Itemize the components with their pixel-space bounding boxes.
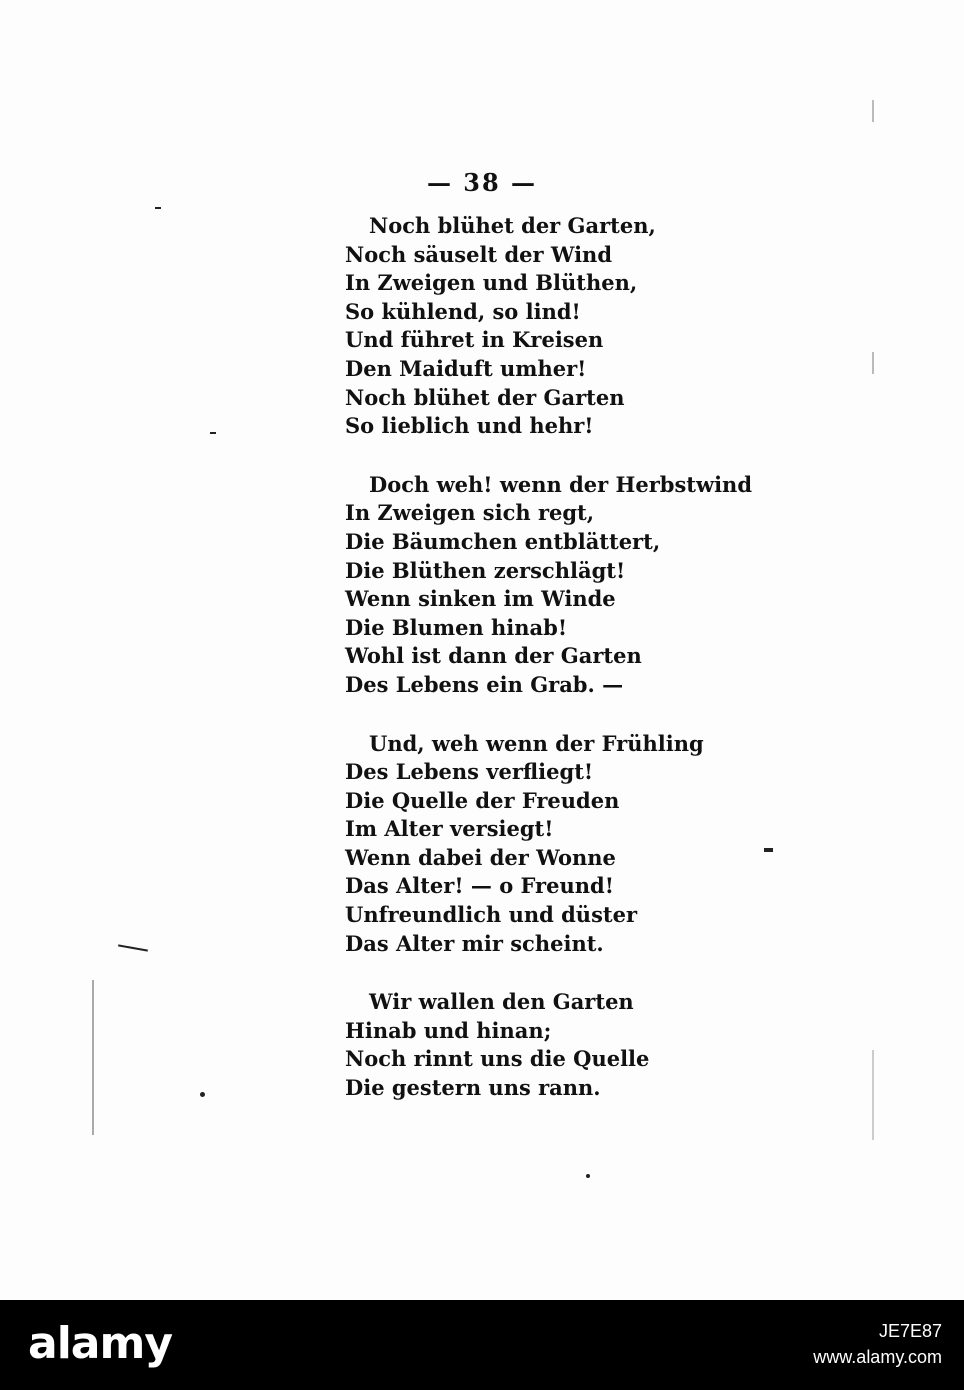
- poem-line: Wenn dabei der Wonne: [345, 844, 616, 870]
- poem-line: So kühlend, so lind!: [345, 298, 581, 324]
- poem-line: Wohl ist dann der Garten: [345, 643, 642, 669]
- poem-line: Wenn sinken im Winde: [345, 586, 616, 612]
- stanza-4: [345, 988, 752, 1102]
- scan-speck: [764, 848, 773, 852]
- poem-line: Noch blühet der Garten: [345, 384, 625, 410]
- poem-line: Des Lebens verfliegt!: [345, 759, 594, 785]
- poem-line: Die Bäumchen entblättert,: [345, 528, 661, 554]
- poem-line: Im Alter versiegt!: [345, 816, 554, 842]
- poem-line: In Zweigen sich regt,: [345, 500, 595, 526]
- stock-photo-footer: [0, 1300, 964, 1390]
- scan-speck: [872, 1050, 874, 1140]
- poem-line: Und, weh wenn der Frühling: [369, 730, 704, 756]
- poem-line: Noch blühet der Garten,: [369, 213, 656, 238]
- poem-line: Des Lebens ein Grab. —: [345, 671, 624, 697]
- stanza-3: [345, 730, 752, 959]
- poem-line: Und führet in Kreisen: [345, 327, 604, 353]
- poem-line: Das Alter! — o Freund!: [345, 873, 614, 899]
- poem-line: In Zweigen und Blüthen,: [345, 270, 638, 296]
- poem-line: Unfreundlich und düster: [345, 902, 638, 928]
- poem-line: Das Alter mir scheint.: [345, 930, 604, 956]
- poem-line: Doch weh! wenn der Herbstwind: [369, 471, 753, 497]
- scan-speck: [200, 1092, 205, 1097]
- poem: [345, 212, 752, 1133]
- poem-line: Den Maiduft umher!: [345, 355, 587, 381]
- scan-speck: [155, 207, 161, 209]
- scan-speck: [872, 352, 874, 374]
- scan-speck: [118, 944, 148, 951]
- scan-speck: [92, 980, 94, 1135]
- poem-line: Die Blüthen zerschlägt!: [345, 557, 626, 583]
- poem-line: Die gestern uns rann.: [345, 1075, 601, 1101]
- page-number: — 38 —: [426, 168, 538, 197]
- site-url: www.alamy.com: [813, 1347, 942, 1367]
- poem-line: Die Quelle der Freuden: [345, 787, 620, 813]
- scan-speck: [586, 1174, 590, 1178]
- poem-line: Hinab und hinan;: [345, 1017, 552, 1043]
- poem-line: Noch rinnt uns die Quelle: [345, 1046, 650, 1072]
- scan-speck: [872, 100, 874, 122]
- alamy-logo: alamy: [28, 1318, 172, 1369]
- poem-line: Wir wallen den Garten: [369, 989, 634, 1015]
- stanza-1: [345, 212, 752, 441]
- image-id: JE7E87: [878, 1321, 942, 1341]
- poem-line: Die Blumen hinab!: [345, 614, 568, 640]
- stanza-2: [345, 471, 752, 700]
- scan-speck: [210, 432, 216, 434]
- image-id-block: [813, 1318, 942, 1370]
- poem-line: So lieblich und hehr!: [345, 413, 594, 439]
- poem-line: Noch säuselt der Wind: [345, 241, 613, 267]
